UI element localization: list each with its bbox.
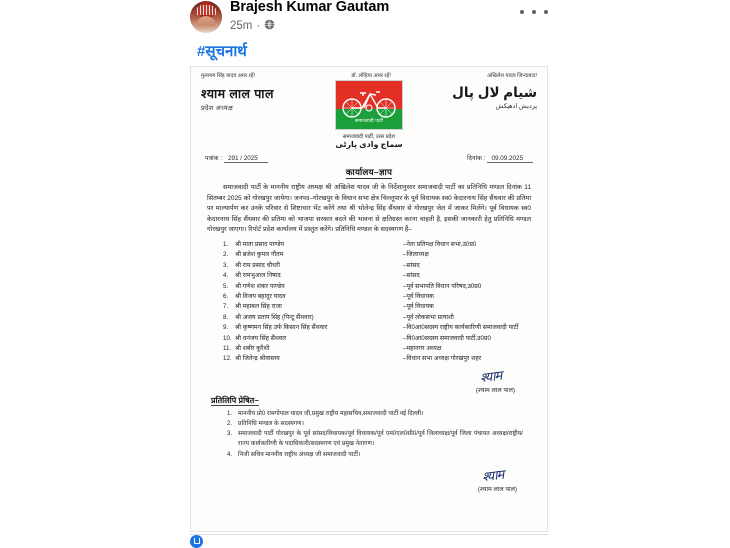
member-designation: –विधान सभा अध्यक्ष गोरखपुर शहर	[403, 355, 482, 363]
table-row	[223, 292, 531, 302]
letterhead-main	[201, 79, 537, 149]
member-name: श्री धनंजय सिंह सैंथवार	[235, 334, 287, 342]
member-designation: –नेता प्रतिपक्ष विधान सभा,उ0प्र0	[403, 240, 477, 248]
avatar[interactable]	[190, 1, 222, 33]
table-row	[223, 354, 531, 364]
member-number: 1.	[223, 240, 229, 248]
member-name: श्री विजय बहादुर यादव	[235, 293, 286, 300]
divider	[190, 534, 548, 535]
post-reactions-bar[interactable]	[190, 534, 548, 548]
copy-text: समाजवादी पार्टी गोरखपुर के पूर्व सांसद/विधायक/पूर्व विधायक/पूर्व एम0एल0सी0/पूर्व जिलाध्यक्ष/पूर्व जिला पंचायत अध्यक्ष/राष्ट्रीय/राज्य कार्यकारिणी के पदाधिकारी/सदस्यगण एवं प्रमुख नेतागण।	[238, 430, 523, 448]
letterhead-role-urdu: پردیش ادھیکش	[495, 103, 537, 110]
member-name: श्री माता प्रसाद पाण्डेय	[235, 240, 285, 248]
letterhead-role-hindi: प्रदेश अध्यक्ष	[201, 105, 234, 112]
slogan-center: डॉ. लोहिया अमर रहें!	[351, 73, 391, 79]
list-item	[227, 429, 523, 449]
table-row	[223, 313, 531, 323]
member-designation: –पूर्व सभापति विधान परिषद,उ0प्र0	[403, 282, 482, 290]
post-author-name[interactable]: Brajesh Kumar Gautam	[230, 0, 390, 15]
signature-mark: श्याम	[479, 368, 503, 387]
member-name: श्री कृष्णमन सिंह उर्फ किसान सिंह सैंथवार	[235, 324, 328, 332]
reference-date-row	[201, 153, 537, 163]
logo-caption: समाजवादी पार्टी	[354, 118, 383, 123]
member-number: 5.	[223, 282, 229, 290]
table-row	[223, 271, 531, 281]
document-title-text: कार्यालय–ज्ञाप	[345, 167, 393, 177]
member-designation: –सांसद	[403, 272, 420, 280]
post-meta-row	[230, 17, 389, 35]
copy-number: 4.	[227, 450, 233, 458]
member-name: श्री शबीर कुरैशी	[235, 345, 270, 353]
post-header-text	[230, 0, 389, 35]
table-row	[223, 323, 531, 333]
letterhead-right	[426, 79, 537, 110]
member-designation: –जिलाध्यक्ष	[403, 251, 429, 259]
member-number: 4.	[223, 272, 229, 280]
copy-text: प्रतिनिधि मण्डल के सदस्यगण।	[238, 420, 304, 428]
reference-value: 291 / 2025	[224, 155, 268, 163]
member-number: 8.	[223, 313, 229, 321]
member-name: श्री महाबल सिंह राजा	[235, 303, 282, 311]
member-name: श्री अजय प्रताप सिंह (पिन्टू सैंथवार)	[235, 313, 314, 321]
delegation-member-list	[201, 240, 537, 365]
member-designation: –वि0आ0सदस्य समाजवादी पार्टी,उ0प्र0	[403, 334, 491, 342]
table-row	[223, 240, 531, 250]
signature-name: (श्याम लाल पाल)	[475, 386, 515, 394]
party-name-urdu: سماج وادی پارٹی	[335, 140, 403, 149]
signature-mark: श्याम	[481, 467, 505, 486]
member-name: श्री ब्रजेश कुमार गौतम	[235, 251, 284, 259]
member-designation: –महानगर अध्यक्ष	[403, 345, 442, 353]
table-row	[223, 282, 531, 292]
member-name: श्री गणेश शंकर पाण्डेय	[235, 282, 285, 290]
date-value: 09.09.2025	[487, 155, 533, 163]
copy-number: 3.	[227, 430, 233, 438]
date-label: दिनांक :	[467, 155, 486, 162]
member-designation: –पूर्व विधायक	[403, 303, 434, 311]
letterhead-left	[201, 79, 312, 112]
table-row	[223, 250, 531, 260]
member-designation: –सांसद	[403, 261, 420, 269]
member-name: श्री रामभुआल निषाद	[235, 272, 281, 280]
meta-separator: ·	[256, 19, 261, 32]
member-number: 7.	[223, 303, 229, 311]
member-number: 9.	[223, 324, 229, 332]
copy-to-heading	[201, 395, 537, 406]
member-number: 10.	[223, 334, 232, 342]
member-designation: –वि0आ0सदस्य राष्ट्रीय कार्यकारिणी समाजवादी पार्टी	[403, 324, 519, 332]
document-title	[201, 166, 537, 178]
reference-label: पत्रांक :	[205, 155, 223, 162]
slogan-right: अखिलेश यादव जिन्दाबाद!	[487, 73, 537, 79]
member-designation: –पूर्व विधायक	[403, 293, 434, 300]
globe-icon[interactable]	[264, 17, 275, 35]
member-name: श्री जितेन्द्र श्रीवास्तव	[235, 355, 280, 363]
member-designation: –पूर्व लोकसभा प्रत्याशी	[403, 313, 454, 321]
list-item	[227, 419, 523, 429]
copy-to-list	[201, 409, 537, 460]
post-hashtag-link[interactable]: #सूचनार्थ	[197, 43, 247, 60]
table-row	[223, 302, 531, 312]
signature-block-primary	[201, 367, 537, 393]
member-number: 12.	[223, 355, 232, 363]
copy-text: निजी सचिव माननीय राष्ट्रीय अध्यक्ष जी समाजवादी पार्टी।	[238, 450, 361, 458]
document-body-paragraph: समाजवादी पार्टी के माननीय राष्ट्रीय अध्यक्ष श्री अखिलेश यादव जी के निर्देशानुसार समाजवादी पार्टी का प्रतिनिधि मण्डल दिनांक 11 सितम्बर 2025 को गोरखपुर जायेगा। जनपद–गोरखपुर के विधान सभा क्षेत्र चिल्लूपार के पूर्व विधायक स्व0 केदारनाथ सिंह सैंथवार की प्रतिमा पर माल्यार्पण कर उनके परिवार से शिष्टाचार भेंट करेंगे तथा श्री भोलेन्द्र सिंह सैंथवार से गोरखपुर जेल में जाकर मिलेंगे। पूर्व विधायक स्व0 केदारनाथ सिंह सैंथवार की प्रतिमा को भाजपा सरकार बदले की भावना से क्षतिग्रस्त करना चाहती है, इसकी जानकारी हेतु प्रतिनिधि मण्डल गोरखपुर जाएगा। रिपोर्ट प्रदेश कार्यालय में प्रस्तुत करेंगे। प्रतिनिधि मण्डल के सदस्यगण हैं–	[207, 184, 531, 234]
list-item	[227, 450, 523, 460]
thumbs-up-icon[interactable]	[190, 535, 203, 548]
copy-number: 2.	[227, 420, 233, 428]
reference-number-group	[205, 153, 268, 163]
post-more-options-button[interactable]	[520, 4, 548, 20]
party-name-hindi: समाजवादी पार्टी, उत्तर प्रदेश	[343, 134, 395, 140]
table-row	[223, 261, 531, 271]
post-timestamp[interactable]: 25m	[230, 19, 253, 32]
signature-block-secondary	[201, 466, 537, 493]
letterhead-name-hindi: श्याम लाल पाल	[201, 87, 274, 101]
list-item	[227, 409, 523, 419]
table-row	[223, 344, 531, 354]
member-number: 3.	[223, 261, 229, 269]
member-number: 6.	[223, 293, 229, 300]
party-bicycle-logo	[335, 80, 403, 130]
copy-number: 1.	[227, 409, 233, 417]
letterhead-name-urdu: شیام لال پال	[452, 85, 537, 100]
member-number: 11.	[223, 345, 232, 353]
table-row	[223, 334, 531, 344]
slogan-left: मुलायम सिंह यादव अमर रहें!	[201, 73, 256, 79]
member-name: श्री राम प्रसाद चौधरी	[235, 261, 281, 269]
copy-to-heading-text: प्रतिलिपि प्रेषित–	[211, 395, 259, 405]
ellipsis-dot	[532, 10, 536, 14]
ellipsis-dot	[544, 10, 548, 14]
letterhead-center	[314, 80, 425, 149]
member-number: 2.	[223, 251, 229, 259]
ellipsis-dot	[520, 10, 524, 14]
post-header	[190, 0, 548, 34]
document-page	[191, 67, 547, 531]
signature-name: (श्याम लाल पाल)	[477, 485, 517, 493]
document-date-group	[467, 153, 533, 163]
copy-text: माननीय प्रो0 रामगोपाल यादव जी,प्रमुख राष्ट्रीय महासचिव,समाजवादी पार्टी नई दिल्ली।	[238, 409, 424, 417]
post-attached-document-image[interactable]	[190, 66, 548, 532]
